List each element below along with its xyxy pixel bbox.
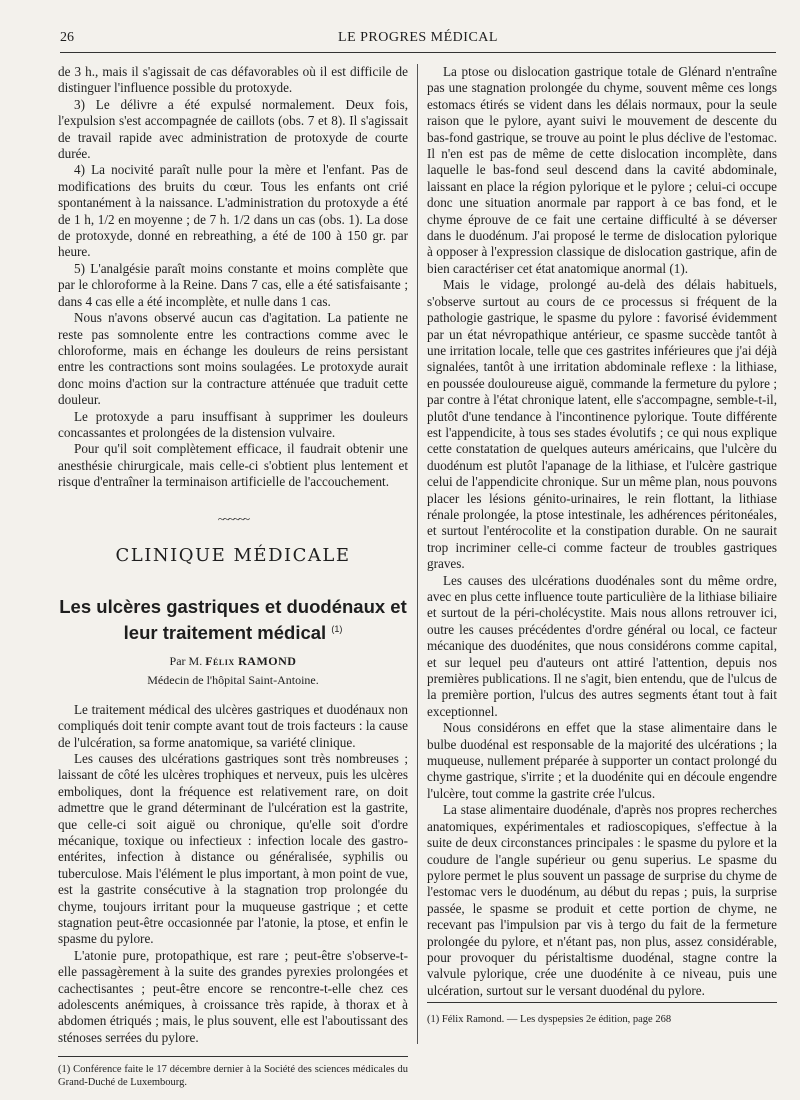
page-header (60, 30, 776, 50)
page-number: 26 (60, 30, 74, 45)
article-title-note: (1) (331, 623, 343, 634)
article-paragraph: L'atonie pure, protopathique, est rare ; peut-être s'observe-t-elle passagèrement à la suite des grandes pyrexies prolongées et cachectisantes ; peut-être encore se rencontre-t-elle chez ces adolescents anémiques, à croissance très rapide, à thorax et à abdomen étriqués ; mais, le plus souvent, elle est l'aboutissant des sténoses serrées du pylore. (58, 947, 408, 1045)
article-title (58, 596, 408, 644)
section-title: CLINIQUE MÉDICALE (115, 544, 351, 566)
section-ornament: ~~~~~~ (217, 510, 249, 526)
byline-prefix: Par M. (169, 653, 203, 668)
header-rule (60, 52, 776, 53)
paragraph: Pour qu'il soit complètement efficace, il faudrait obtenir une anesthésie chirurgicale, mais celle-ci s'obtient plus lentement et risque d'entraîner la terminaison artificielle de l'accouchement. (58, 441, 408, 490)
paragraph: Les causes des ulcérations duodénales sont du même ordre, avec en plus cette influence toute particulière de la lithiase biliaire et surtout de la péri-cholécystite. Mais nous allons retrouver ici, outre les causes précédentes d'ordre général ou local, ce facteur mécanique des duodénites, que nous considérons comme capital, et sur lequel peu d'auteurs ont attiré l'attention, depuis nos premières publications. Il ne s'agit, bien entendu, que de l'ulcus de la première portion, l'ulcus des autres segments étant tout à fait exceptionnel. (427, 572, 777, 719)
paragraph: La stase alimentaire duodénale, d'après nos propres recherches anatomiques, expérimentales et radioscopiques, s'effectue à la suite de deux circonstances principales : le spasme du pylore et la coudure de l'angle supérieur ou genu superius. Le spasme du pylore permet le plus souvent un passage de surprise du chyme de l'estomac vers le duodénum, au début du repas ; puis, la surprise passée, le spasme se produit et cette portion de chyme, ne recevant pas l'impulsion par vis à tergo du fait de la fermeture prolongée du pylore, et n'étant pas, non plus, assez considérable, pour provoquer du péristaltisme duodénal, stagne contre la valvule pylorique, crée une duodénite à ce niveau, puis une ulcération, surtout sur le versant duodénal du pylore. (427, 802, 777, 998)
right-footnote-block (427, 1002, 777, 1026)
paragraph: La ptose ou dislocation gastrique totale de Glénard n'entraîne pas une stagnation prolongée du chyme, souvent même ces longs estomacs étirés se vident dans les délais normaux, pour la seule raison que le pylore, ayant suivi le mouvement de descente du bas-fond gastrique, se trouve au point le plus déclive de l'estomac. Il n'en est pas de même de cette dislocation incomplète, dans laquelle le bas-fond seul descend dans la cavité abdominale, laissant en place la région pylorique et le pylore ; celui-ci occupe donc une situation anormale par rapport à ce bas fond, et le chyme éprouve de ce fait une certaine difficulté à se déverser dans le duodénum. J'ai proposé le terme de dislocation pylorique à opposer à l'expression classique de dislocation gastrique, afin de bien caractériser cet état anatomique anormal (1). (427, 64, 777, 276)
article-paragraph: Le traitement médical des ulcères gastriques et duodénaux non compliqués doit tenir compte avant tout de trois facteurs : la cause de l'ulcération, sa forme anatomique, sa variété clinique. (58, 701, 408, 750)
left-column (58, 64, 408, 1089)
footnote: (1) Conférence faite le 17 décembre dernier à la Société des sciences médicales du Grand-Duché de Luxembourg. (58, 1064, 408, 1089)
paragraph: 5) L'analgésie paraît moins constante et moins complète que par le chloroforme à la Reine. Dans 7 cas, elle a été satisfaisante ; dans 4 cas elle a été incomplète, et nulle dans 1 cas. (58, 260, 408, 309)
paragraph: Le protoxyde a paru insuffisant à supprimer les douleurs concassantes et prolongées de la distension vulvaire. (58, 408, 408, 440)
paragraph: Nous considérons en effet que la stase alimentaire dans le bulbe duodénal est responsable de la majorité des ulcérations ; la muqueuse, nullement préparée à supporter un contact prolongé du chyme gastrique, s'irrite ; et la duodénite qui en découle engendre l'ulcère, tout comme la gastrite crée l'ulcus. (427, 720, 777, 801)
byline (58, 654, 408, 669)
author-affiliation: Médecin de l'hôpital Saint-Antoine. (147, 672, 319, 687)
article-title-text: Les ulcères gastriques et duodénaux et leur traitement médical (59, 595, 407, 643)
footnote-rule (58, 1056, 408, 1057)
footnote: (1) Félix Ramond. — Les dyspepsies 2e édition, page 268 (427, 1014, 672, 1025)
journal-title: LE PROGRES MÉDICAL (338, 30, 498, 45)
paragraph: Nous n'avons observé aucun cas d'agitation. La patiente ne reste pas somnolente entre les contractions comme avec le chloroforme, mais en échange les douleurs de reins persistant entre les contractions sont moins soulagées. Le protoxyde aurait donc moins d'action sur la contracture atténuée que traduit cette douleur. (58, 310, 408, 408)
column-divider (417, 64, 418, 1044)
paragraph: 4) La nocivité paraît nulle pour la mère et l'enfant. Pas de modifications des bruits du cœur. Tous les enfants ont crié spontanément à la naissance. L'administration du protoxyde a été de 1 h, 1/2 en moyenne ; de 7 h. 1/2 dans un cas (obs. 1). La dose de protoxyde, donné en rebreathing, a été de 100 à 150 gr. par heure. (58, 162, 408, 260)
paragraph: Mais le vidage, prolongé au-delà des délais habituels, s'observe surtout au cours de ce processus si fréquent de la pathologie gastrique, le spasme du pylore : favorisé évidemment par un état névropathique antérieur, ce spasme succède tantôt à une irritation locale, telle que ces gastrites inférieures que j'ai déjà signalées, tantôt à une irritation abdominale reflexe : la lithiase, en poussée douloureuse aiguë, commande la fermeture du pylore ; par contre à l'état chronique latent, elle s'accompagne, semble-t-il, plutôt d'une tendance à l'incontinence pylorique. Toute différente est l'appendicite, à tous ses stades évolutifs ; ce qui nous explique cette constatation de quelques auteurs américains, que l'ulcère du duodénum est plutôt l'apanage de la lithiase, et l'ulcère gastrique celui de l'appendicite chronique. Sur un même plan, nous pouvons placer les lésions génito-urinaires, le rein flottant, la lithiase rénale prolongée, la ptose intestinale, les adhérences péritonéales, et surtout l'entérocolite et la constipation durable. On ne saurait trop incriminer celle-ci comme facteur de troubles gastriques graves. (427, 277, 777, 572)
author-name: Félix RAMOND (205, 653, 297, 668)
footnote-rule (427, 1002, 777, 1003)
paragraph: 3) Le délivre a été expulsé normalement. Deux fois, l'expulsion s'est accompagnée de caillots (obs. 7 et 8). Il s'agissait de travail rapide avec administration de protoxyde de courte durée. (58, 96, 408, 162)
paragraph: de 3 h., mais il s'agissait de cas défavorables où il est difficile de distinguer l'influence possible du protoxyde. (58, 64, 408, 96)
article-paragraph: Les causes des ulcérations gastriques sont très nombreuses ; laissant de côté les ulcères trophiques et nerveux, puis les ulcères emboliques, dont la fréquence est relativement rare, on doit admettre que le grand déterminant de l'ulcération est la gastrite, que celle-ci soit aiguë ou chronique, qu'elle soit d'ordre mécanique, toxique ou infectieux : infection locale des gastro-entérites, infection à distance ou généralisée, syphilis ou tuberculose. Mais l'élément le plus important, à mon point de vue, est la gastrite consécutive à la stagnation trop prolongée du chyme, toujours irritant pour la muqueuse gastrique ; et cette stagnation peut-être occasionnée par l'atonie, la ptose, et enfin le spasme du pylore. (58, 750, 408, 947)
right-column (427, 64, 777, 999)
